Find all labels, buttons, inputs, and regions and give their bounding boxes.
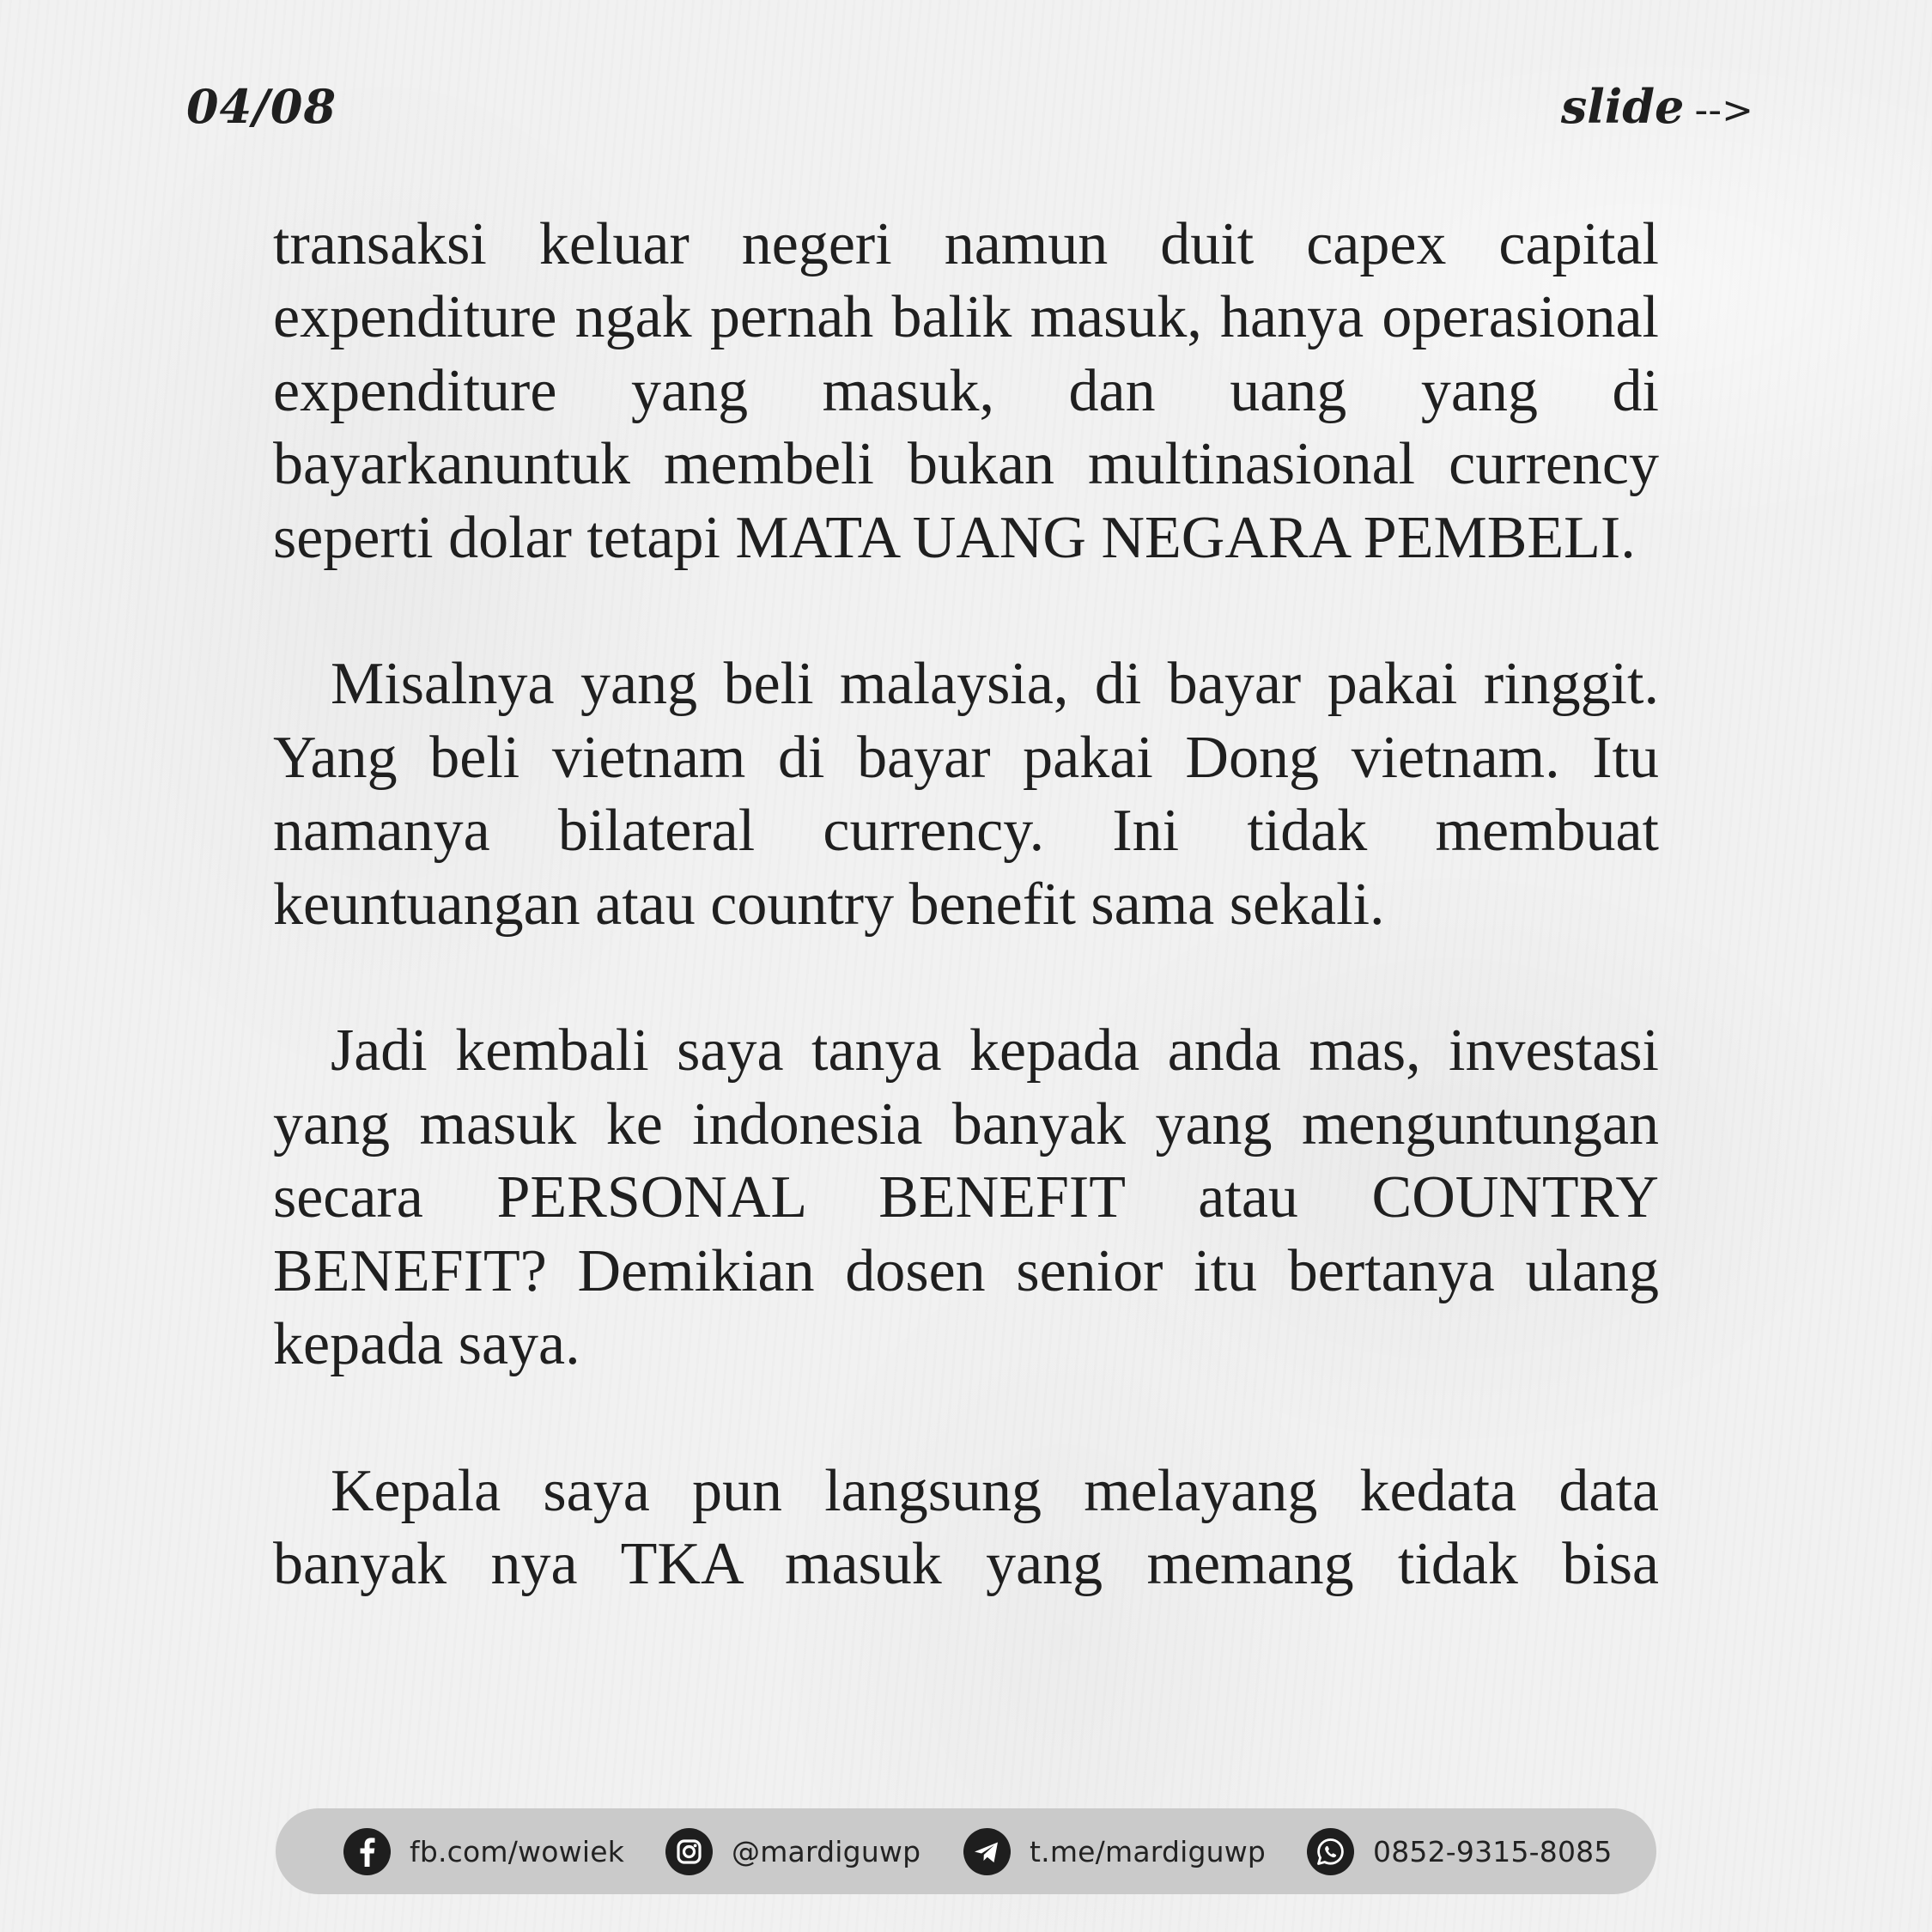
paragraph-3: Jadi kembali saya tanya kepada anda mas, investasi yang masuk ke indonesia banyak yang menguntungan secara PERSONAL BENEFIT atau COUNTRY BENEFIT? Demikian dosen senior itu bertanya ulang kepada saya. [273, 1018, 1659, 1378]
telegram-icon [963, 1828, 1011, 1875]
instagram-icon [665, 1828, 713, 1875]
contact-telegram-label: t.me/mardiguwp [1030, 1834, 1267, 1868]
contact-facebook-label: fb.com/wowiek [410, 1834, 625, 1868]
page-counter: 04/08 [186, 79, 337, 134]
paragraph-2: Misalnya yang beli malaysia, di bayar pakai ringgit. Yang beli vietnam di bayar pakai Dong vietnam. Itu namanya bilateral currency. Ini tidak membuat keuntuangan atau country benefit sama sekali. [273, 651, 1659, 938]
contact-facebook[interactable] [343, 1808, 624, 1894]
paragraph-4: Kepala saya pun langsung melayang kedata data banyak nya TKA masuk yang memang tidak bisa [273, 1457, 1659, 1598]
whatsapp-icon [1307, 1828, 1354, 1875]
contact-whatsapp-label: 0852-9315-8085 [1373, 1834, 1613, 1868]
body-text [273, 208, 1659, 1601]
slide-hint-word: slide [1560, 79, 1685, 134]
paragraph-1: transaksi keluar negeri namun duit capex capital expenditure ngak pernah balik masuk, hanya operasional expenditure yang masuk, dan uang yang di bayarkanuntuk membeli bukan multinasional currency seperti dolar tetapi MATA UANG NEGARA PEMBELI. [273, 211, 1659, 571]
contact-telegram[interactable] [963, 1808, 1266, 1894]
slide-hint-arrow-icon: --> [1694, 88, 1753, 132]
contact-whatsapp[interactable] [1307, 1808, 1613, 1894]
facebook-icon [343, 1828, 391, 1875]
contact-instagram[interactable] [665, 1808, 920, 1894]
slide-hint [1561, 74, 1753, 143]
footer-contact-bar [276, 1808, 1656, 1894]
contact-instagram-label: @mardiguwp [732, 1834, 921, 1868]
